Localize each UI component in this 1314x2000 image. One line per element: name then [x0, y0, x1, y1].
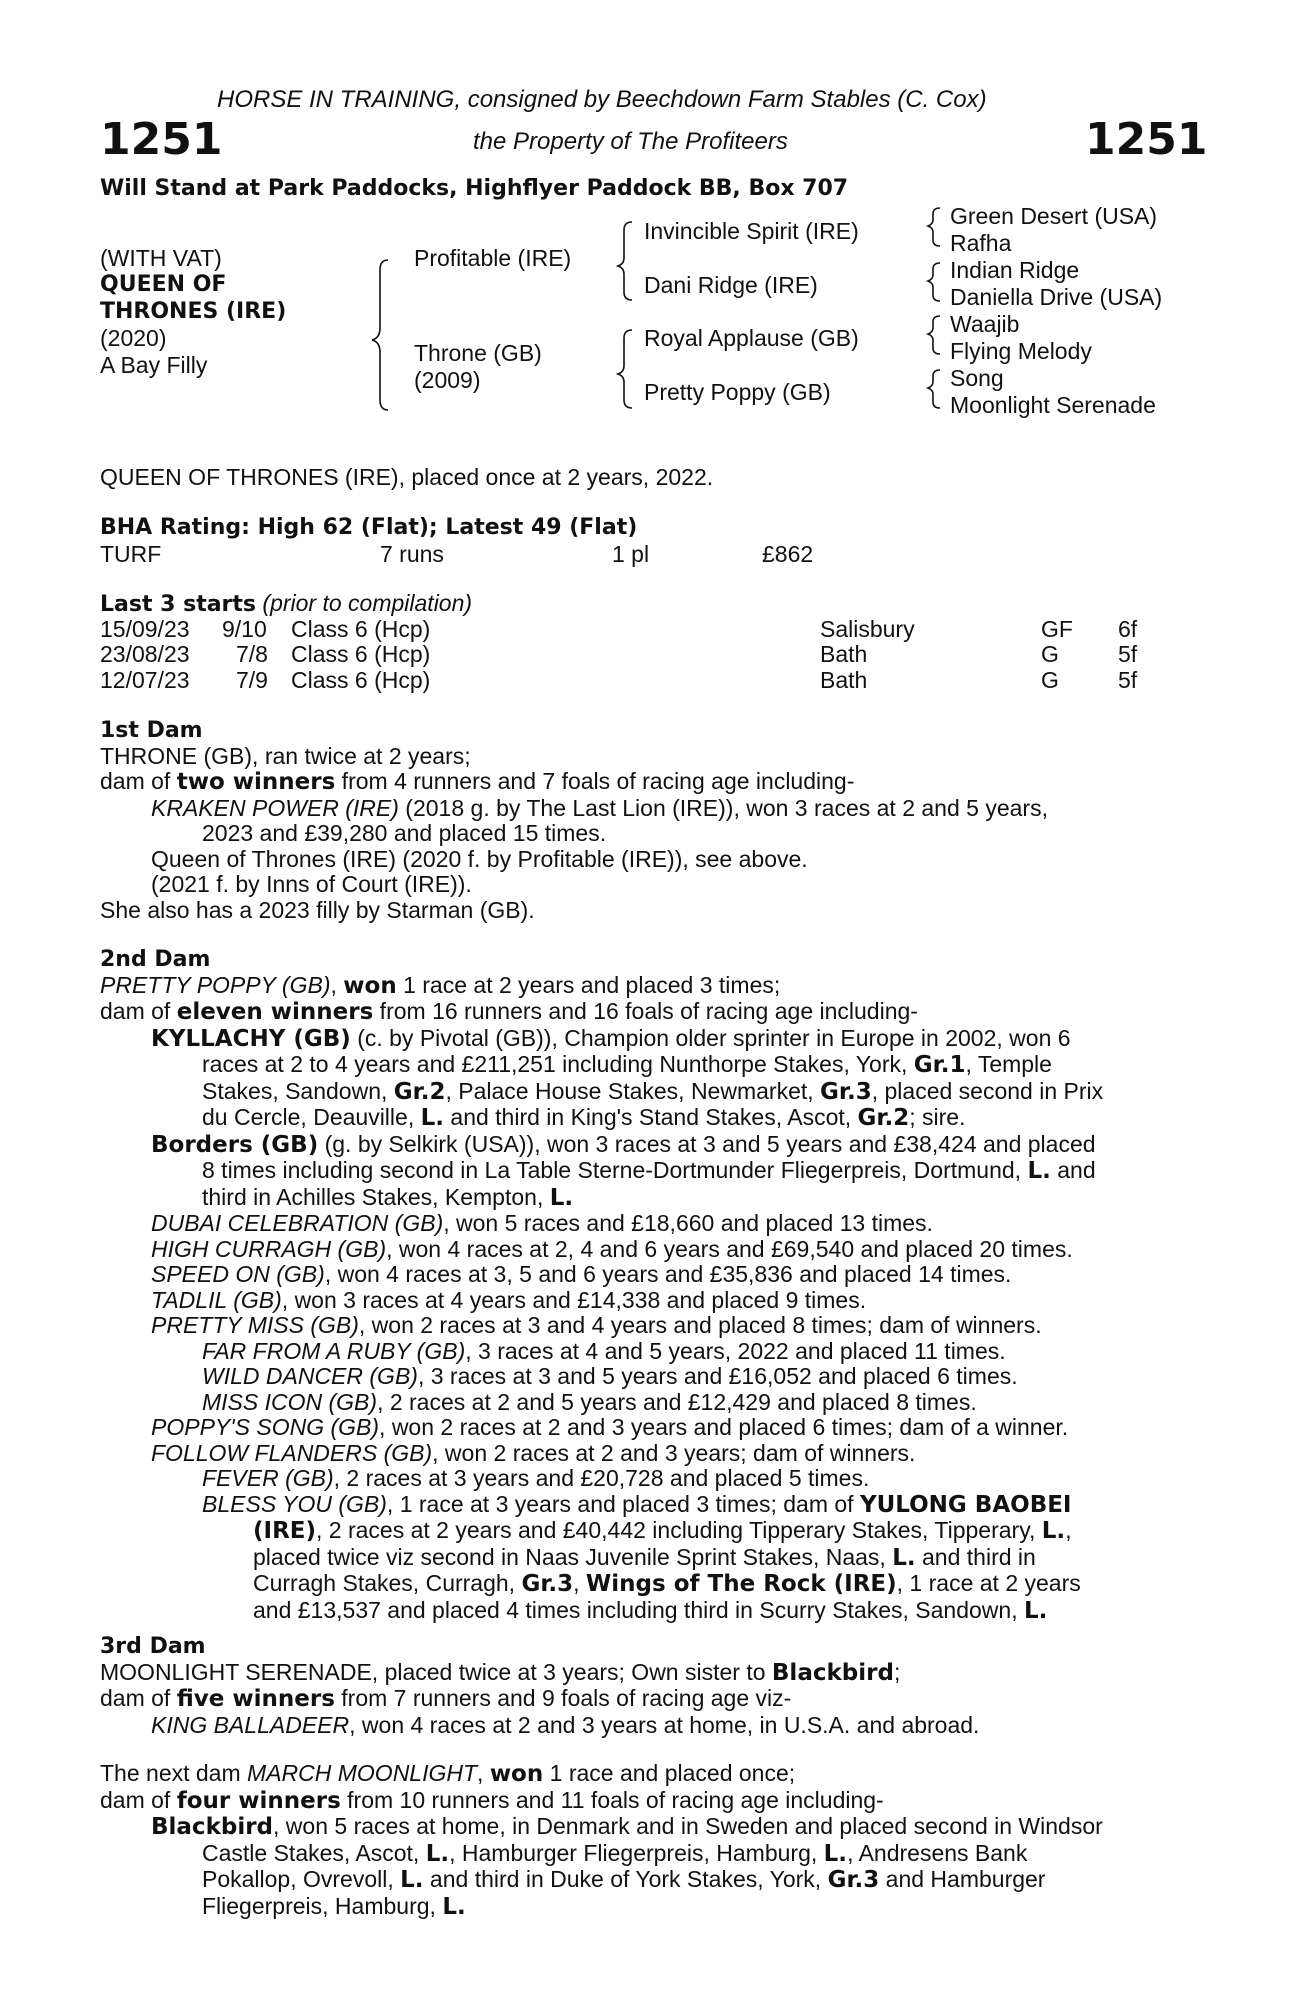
start-course: Bath	[820, 667, 868, 693]
kyllachy-entry-cont: races at 2 to 4 years and £211,251 including Nunthorpe Stakes, York, Gr.1, Temple	[202, 1051, 1052, 1078]
follow-flanders-entry: FOLLOW FLANDERS (GB), won 2 races at 2 and 3 years; dam of winners.	[151, 1439, 916, 1466]
start-distance: 6f	[1118, 616, 1138, 642]
second-dam-section	[100, 947, 1204, 1624]
race-summary: QUEEN OF THRONES (IRE), placed once at 2 years, 2022.	[100, 464, 714, 490]
horse-description: A Bay Filly	[100, 352, 208, 378]
blackbird-entry-cont: Fliegerpreis, Hamburg, L.	[202, 1892, 466, 1920]
kraken-power-entry: KRAKEN POWER (IRE) (2018 g. by The Last Lion (IRE)), won 3 races at 2 and 5 years,	[151, 794, 1048, 821]
bless-you-entry: BLESS YOU (GB), 1 race at 3 years and placed 3 times; dam of YULONG BAOBEI	[202, 1490, 1072, 1518]
start-race: Class 6 (Hcp)	[291, 667, 431, 693]
start-course: Bath	[820, 641, 868, 667]
rating-surface: TURF	[100, 541, 162, 567]
sire: Profitable (IRE)	[414, 245, 572, 271]
next-dam-section	[100, 1761, 1204, 1920]
start-going: GF	[1041, 616, 1073, 642]
horse-name-line2: THRONES (IRE)	[100, 299, 287, 324]
third-dam-section	[100, 1634, 1204, 1738]
horse-year: (2020)	[100, 325, 167, 351]
dam-year: (2009)	[414, 367, 481, 393]
third-dam-line: MOONLIGHT SERENADE, placed twice at 3 years; Own sister to Blackbird;	[100, 1658, 901, 1686]
start-position: 7/8	[236, 641, 268, 667]
start-distance: 5f	[1118, 641, 1138, 667]
lot-number-left: 1251	[100, 114, 223, 165]
wild-dancer-entry: WILD DANCER (GB), 3 races at 3 and 5 years and £16,052 and placed 6 times.	[202, 1363, 1018, 1389]
start-distance: 5f	[1118, 667, 1138, 693]
foal-2021-entry: (2021 f. by Inns of Court (IRE)).	[151, 871, 472, 897]
second-dam-produce: dam of eleven winners from 16 runners and 16 foals of racing age including-	[100, 998, 918, 1025]
borders-entry-cont: 8 times including second in La Table Sterne-Dortmunder Fliegerpreis, Dortmund, L. and	[202, 1157, 1096, 1184]
first-dam-section	[100, 718, 1204, 923]
fever-entry: FEVER (GB), 2 races at 3 years and £20,728 and placed 5 times.	[202, 1465, 870, 1491]
ancestor-8: Moonlight Serenade	[950, 392, 1156, 418]
borders-entry-cont: third in Achilles Stakes, Kempton, L.	[202, 1183, 574, 1211]
far-from-a-ruby-entry: FAR FROM A RUBY (GB), 3 races at 4 and 5 years, 2022 and placed 11 times.	[202, 1337, 1006, 1364]
last-starts-heading	[100, 591, 472, 618]
start-date: 15/09/23	[100, 616, 190, 642]
second-dam-line: PRETTY POPPY (GB), won 1 race at 2 years and placed 3 times;	[100, 971, 781, 999]
ancestor-1: Green Desert (USA)	[950, 203, 1158, 229]
blackbird-entry: Blackbird, won 5 races at home, in Denmark and in Sweden and placed second in Windsor	[151, 1813, 1103, 1840]
start-date: 23/08/23	[100, 641, 190, 667]
ancestor-5: Waajib	[950, 311, 1020, 337]
high-curragh-entry: HIGH CURRAGH (GB), won 4 races at 2, 4 and 6 years and £69,540 and placed 20 times.	[151, 1235, 1073, 1262]
queen-entry: Queen of Thrones (IRE) (2020 f. by Profitable (IRE)), see above.	[151, 845, 808, 872]
kraken-power-entry-cont: 2023 and £39,280 and placed 15 times.	[202, 820, 607, 846]
pretty-miss-entry: PRETTY MISS (GB), won 2 races at 3 and 4 years and placed 8 times; dam of winners.	[151, 1312, 1042, 1338]
start-date: 12/07/23	[100, 667, 190, 693]
ancestor-4: Daniella Drive (USA)	[950, 284, 1163, 310]
start-race: Class 6 (Hcp)	[291, 641, 431, 667]
header-property: the Property of The Profiteers	[473, 128, 788, 155]
poppys-song-entry: POPPY'S SONG (GB), won 2 races at 2 and 3 years and placed 6 times; dam of a winner.	[151, 1414, 1069, 1440]
start-race: Class 6 (Hcp)	[291, 616, 431, 642]
sire-dam: Dani Ridge (IRE)	[644, 272, 818, 298]
last-starts-title: Last 3 starts	[100, 592, 257, 617]
dam-sire: Royal Applause (GB)	[644, 325, 859, 351]
header-consignor: HORSE IN TRAINING, consigned by Beechdown Farm Stables (C. Cox)	[217, 86, 987, 113]
ancestor-3: Indian Ridge	[950, 257, 1080, 283]
first-dam-heading: 1st Dam	[100, 718, 203, 743]
start-going: G	[1041, 641, 1059, 667]
dubai-celebration-entry: DUBAI CELEBRATION (GB), won 5 races and £18,660 and placed 13 times.	[151, 1210, 933, 1236]
start-position: 9/10	[222, 616, 267, 642]
vat-label: (WITH VAT)	[100, 245, 222, 271]
bless-you-entry-cont: Curragh Stakes, Curragh, Gr.3, Wings of The Rock (IRE), 1 race at 2 years	[253, 1570, 1081, 1597]
bless-you-entry-cont: placed twice viz second in Naas Juvenile Sprint Stakes, Naas, L. and third in	[253, 1543, 1036, 1571]
start-going: G	[1041, 667, 1059, 693]
third-dam-produce: dam of five winners from 7 runners and 9 foals of racing age viz-	[100, 1685, 792, 1712]
borders-entry: Borders (GB) (g. by Selkirk (USA)), won 3 races at 3 and 5 years and £38,424 and placed	[151, 1130, 1096, 1158]
kyllachy-entry-cont: du Cercle, Deauville, L. and third in King's Stand Stakes, Ascot, Gr.2; sire.	[202, 1104, 966, 1131]
kyllachy-entry-cont: Stakes, Sandown, Gr.2, Palace House Stakes, Newmarket, Gr.3, placed second in Prix	[202, 1077, 1104, 1105]
kyllachy-entry: KYLLACHY (GB) (c. by Pivotal (GB)), Champion older sprinter in Europe in 2002, won 6	[151, 1024, 1071, 1052]
start-position: 7/9	[236, 667, 268, 693]
next-dam-produce: dam of four winners from 10 runners and 11 foals of racing age including-	[100, 1786, 884, 1814]
dam: Throne (GB)	[414, 340, 542, 366]
miss-icon-entry: MISS ICON (GB), 2 races at 2 and 5 years and £12,429 and placed 8 times.	[202, 1388, 977, 1415]
ancestor-7: Song	[950, 365, 1004, 391]
rating-runs: 7 runs	[380, 541, 444, 567]
blackbird-entry-cont: Pokallop, Ovrevoll, L. and third in Duke of York Stakes, York, Gr.3 and Hamburger	[202, 1866, 1046, 1893]
third-dam-heading: 3rd Dam	[100, 1634, 206, 1659]
sire-sire: Invincible Spirit (IRE)	[644, 218, 859, 244]
start-course: Salisbury	[820, 616, 915, 642]
rating-placed: 1 pl	[612, 541, 650, 567]
lot-number-right: 1251	[1085, 114, 1208, 165]
king-balladeer-entry: KING BALLADEER, won 4 races at 2 and 3 years at home, in U.S.A. and abroad.	[151, 1711, 980, 1738]
second-dam-heading: 2nd Dam	[100, 947, 211, 972]
first-dam-produce: dam of two winners from 4 runners and 7 foals of racing age including-	[100, 768, 855, 795]
tadlil-entry: TADLIL (GB), won 3 races at 4 years and £14,338 and placed 9 times.	[151, 1286, 867, 1313]
also-has-line: She also has a 2023 filly by Starman (GB).	[100, 896, 535, 923]
ancestor-6: Flying Melody	[950, 338, 1092, 364]
rating-earnings: £862	[762, 541, 814, 567]
blackbird-entry-cont: Castle Stakes, Ascot, L., Hamburger Fliegerpreis, Hamburg, L., Andresens Bank	[202, 1839, 1028, 1867]
dam-dam: Pretty Poppy (GB)	[644, 379, 831, 405]
next-dam-line: The next dam MARCH MOONLIGHT, won 1 race and placed once;	[100, 1760, 796, 1787]
bless-you-entry-cont: and £13,537 and placed 4 times including third in Scurry Stakes, Sandown, L.	[253, 1596, 1048, 1624]
speed-on-entry: SPEED ON (GB), won 4 races at 3, 5 and 6 years and £35,836 and placed 14 times.	[151, 1261, 1012, 1287]
first-dam-line: THRONE (GB), ran twice at 2 years;	[100, 742, 471, 769]
horse-name-line1: QUEEN OF	[100, 272, 227, 297]
bha-rating: BHA Rating: High 62 (Flat); Latest 49 (Flat)	[100, 515, 638, 540]
bless-you-entry-cont: (IRE), 2 races at 2 years and £40,442 including Tipperary Stakes, Tipperary, L.,	[253, 1517, 1072, 1544]
stand-location: Will Stand at Park Paddocks, Highflyer Paddock BB, Box 707	[100, 176, 849, 201]
last-starts-note: (prior to compilation)	[262, 590, 473, 616]
ancestor-2: Rafha	[950, 230, 1012, 256]
